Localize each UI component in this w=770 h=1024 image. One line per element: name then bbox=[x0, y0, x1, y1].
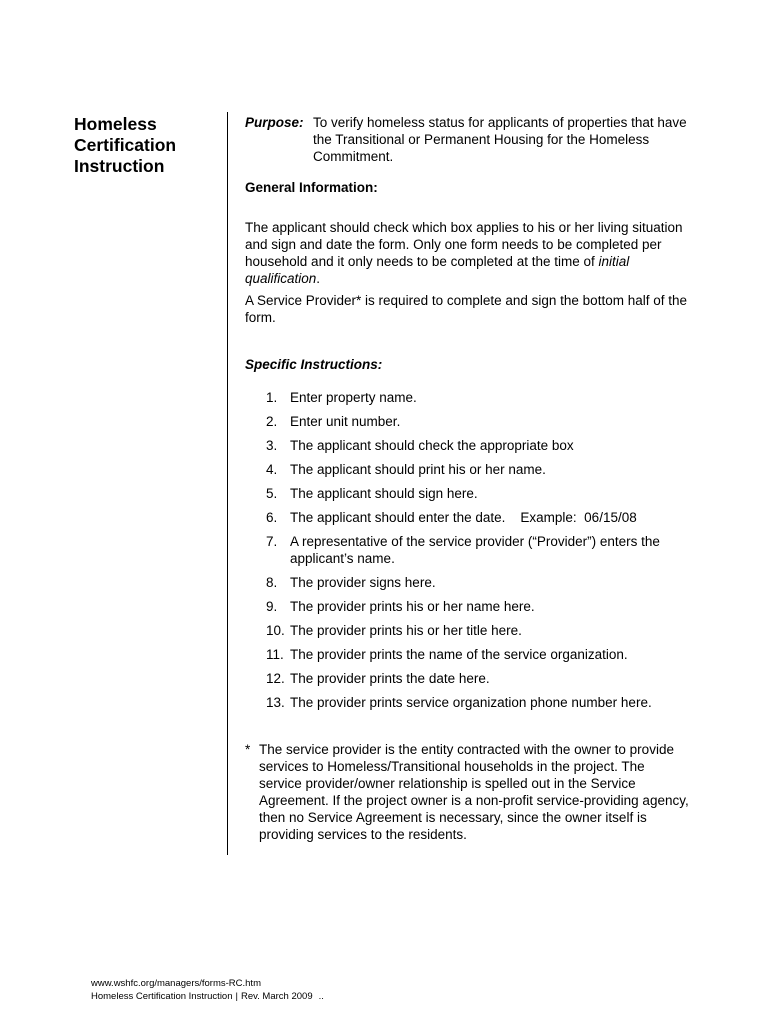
item-number: 11. bbox=[266, 647, 284, 662]
title-line-2: Certification bbox=[74, 135, 177, 155]
page-title bbox=[74, 114, 214, 177]
footer-trailing-mark: .. bbox=[318, 991, 324, 1002]
list-item bbox=[245, 646, 690, 663]
item-text: The provider signs here. bbox=[290, 575, 436, 590]
item-number: 3. bbox=[266, 438, 278, 453]
service-provider-paragraph: A Service Provider* is required to complete and sign the bottom half of the form. bbox=[245, 293, 687, 325]
list-item bbox=[245, 461, 690, 478]
item-text: The provider prints the date here. bbox=[290, 671, 490, 686]
general-paragraph-end: . bbox=[316, 271, 321, 286]
purpose-section bbox=[245, 114, 690, 165]
list-item bbox=[245, 622, 690, 639]
footer-separator: | bbox=[235, 991, 238, 1002]
list-item bbox=[245, 509, 690, 526]
list-item bbox=[245, 694, 690, 711]
list-item bbox=[245, 437, 690, 454]
instructions-list bbox=[245, 389, 690, 711]
item-text: The applicant should print his or her name. bbox=[290, 462, 546, 477]
list-item bbox=[245, 533, 690, 567]
footer-revision: Rev. March 2009 bbox=[240, 991, 313, 1002]
footnote-marker: * bbox=[245, 742, 251, 757]
item-text: The applicant should sign here. bbox=[290, 486, 478, 501]
purpose-text: To verify homeless status for applicants of properties that have the Transitional or Permanent Housing for the Homeless Commitment. bbox=[313, 115, 687, 164]
item-text: The provider prints his or her title here. bbox=[290, 623, 522, 638]
initial-qualification-emphasis: initial qualification bbox=[245, 254, 630, 286]
title-line-3: Instruction bbox=[74, 156, 165, 176]
footer-doc-line bbox=[91, 990, 324, 1003]
item-number: 10. bbox=[266, 623, 285, 638]
footer-doc-name: Homeless Certification Instruction bbox=[91, 991, 233, 1002]
list-item bbox=[245, 598, 690, 615]
vertical-divider bbox=[227, 112, 228, 855]
service-provider-footnote bbox=[245, 741, 690, 843]
item-number: 6. bbox=[266, 510, 278, 525]
general-paragraph-text: The applicant should check which box applies to his or her living situation and sign and date the form. Only one form needs to be completed per household and it only needs to be completed at the time of bbox=[245, 220, 683, 269]
item-number: 5. bbox=[266, 486, 278, 501]
list-item bbox=[245, 413, 690, 430]
item-number: 4. bbox=[266, 462, 278, 477]
item-number: 8. bbox=[266, 575, 278, 590]
list-item bbox=[245, 670, 690, 687]
footnote-text: The service provider is the entity contracted with the owner to provide services to Homeless/Transitional households in the project. The service provider/owner relationship is spelled out in the Service Agreement. If the project owner is a non-profit service-providing agency, then no Service Agreement is necessary, since the owner itself is providing services to the residents. bbox=[259, 742, 689, 842]
footer-url: www.wshfc.org/managers/forms-RC.htm bbox=[91, 978, 261, 989]
item-text: The applicant should check the appropriate box bbox=[290, 438, 574, 453]
item-text: Enter unit number. bbox=[290, 414, 401, 429]
item-number: 9. bbox=[266, 599, 278, 614]
main-content bbox=[245, 114, 690, 843]
list-item bbox=[245, 574, 690, 591]
item-number: 2. bbox=[266, 414, 278, 429]
item-number: 12. bbox=[266, 671, 285, 686]
item-number: 1. bbox=[266, 390, 278, 405]
page-footer bbox=[91, 977, 324, 1003]
list-item bbox=[245, 389, 690, 406]
general-information-paragraph bbox=[245, 219, 690, 287]
item-text: The provider prints service organization phone number here. bbox=[290, 695, 652, 710]
item-number: 7. bbox=[266, 534, 278, 549]
general-information-heading: General Information: bbox=[245, 180, 378, 195]
item-text: Enter property name. bbox=[290, 390, 417, 405]
purpose-label: Purpose: bbox=[245, 115, 304, 130]
list-item bbox=[245, 485, 690, 502]
item-text: The provider prints the name of the service organization. bbox=[290, 647, 628, 662]
item-text: The applicant should enter the date. Example: 06/15/08 bbox=[290, 510, 637, 525]
item-text: A representative of the service provider (“Provider”) enters the applicant’s name. bbox=[290, 534, 660, 566]
item-text: The provider prints his or her name here. bbox=[290, 599, 535, 614]
specific-instructions-heading: Specific Instructions: bbox=[245, 357, 383, 372]
item-number: 13. bbox=[266, 695, 285, 710]
title-line-1: Homeless bbox=[74, 114, 157, 134]
